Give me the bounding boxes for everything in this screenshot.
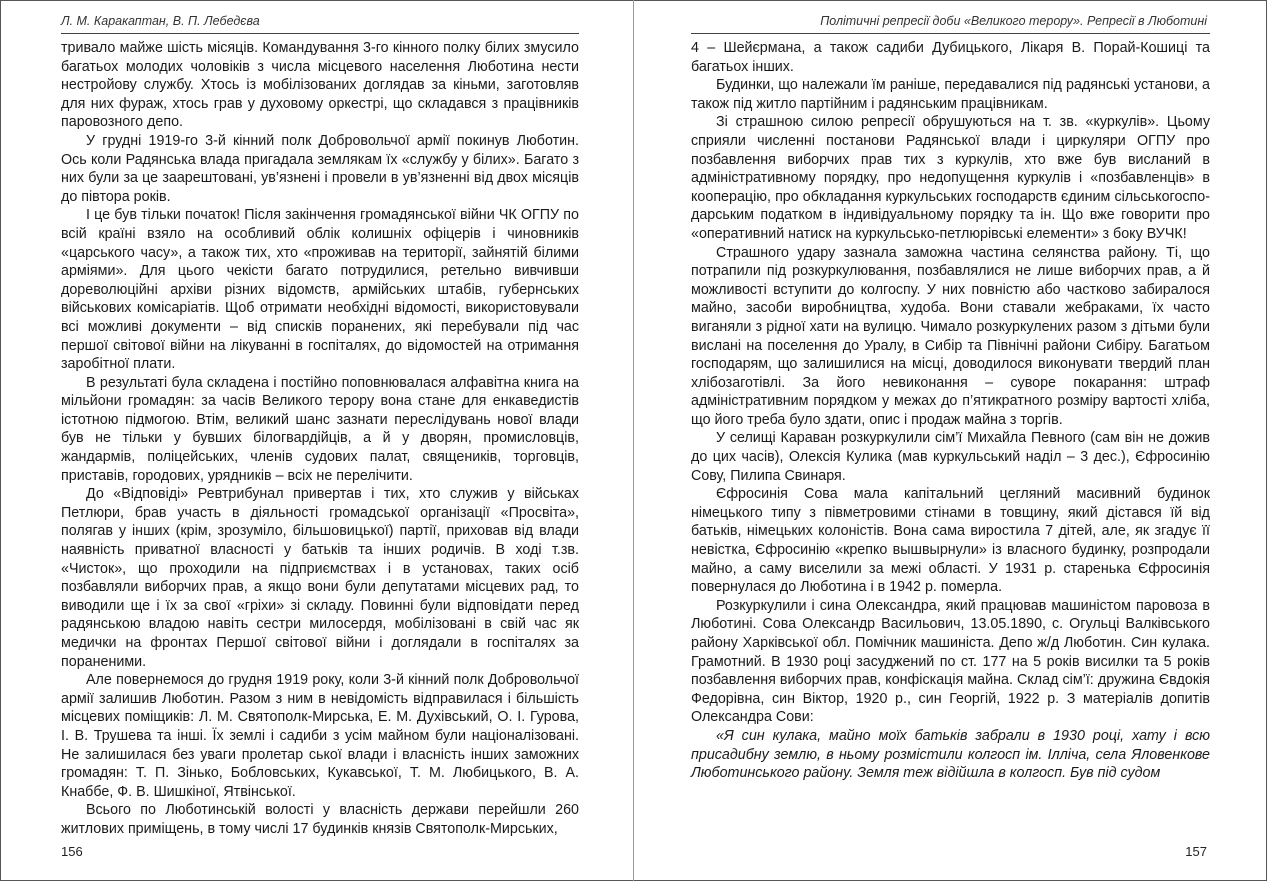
paragraph: 4 – Шейєрмана, а також садиби Дубицького, Лікаря В. Порай-Кошиці та багатьох інших. bbox=[691, 40, 1210, 75]
paragraph: тривало майже шість місяців. Командування 3-го кінного полку білих змусило багатьох молодих чоловіків з числа місцевого населення Люботина нести нестройову службу. Хтось із мобілізованих доглядав за кіньми, заготовляв для них фураж, хтось грав у духовому оркестрі, що складався з працівників паровозного депо. bbox=[61, 40, 579, 131]
right-body-text bbox=[691, 39, 1210, 783]
paragraph: Єфросинія Сова мала капітальний цегляний масивний будинок німецького типу з півметровими стінами в товщину, який дістався їй від батьків, німецьких колоністів. Вона сама виростила 7 дітей, але, як згадує її невістка, Єфросинію «крепко вышвырнули» із власного будинку, розпродали майно, а саму виселили за межі області. У 1931 р. старенька Єфросинія повернулася до Люботина і в 1942 р. померла. bbox=[691, 486, 1210, 596]
paragraph: Будинки, що належали їм раніше, передавалися під радянські установи, а також під житло партійним і радянським працівникам. bbox=[691, 77, 1210, 112]
paragraph: Всього по Люботинській волості у власність держави перейшли 260 житлових приміщень, в тому числі 17 будинків князів Святополк-Мирських, bbox=[61, 802, 579, 837]
paragraph: Розкуркулили і сина Олександра, який працював машиністом паровоза в Люботині. Сова Олександр Васильович, 13.05.1890, с. Огульці Валківського району Харківської обл. Помічник машиніста. Депо ж/д Люботин. Син кулака. Грамотний. В 1930 році засуджений по ст. 177 на 5 років висилки та 5 років позбавлення виборчих прав, конфіскація майна. Склад сім’ї: дружина Євдокія Федорівна, син Віктор, 1920 р., син Георгій, 1922 р. З матеріалів допитів Олександра Сови: bbox=[691, 597, 1210, 726]
running-head-left: Л. М. Каракаптан, В. П. Лебедєва bbox=[61, 14, 260, 28]
paragraph: І це був тільки початок! Після закінчення громадянської війни ЧК ОГПУ по всій країні взяло на особливий облік колишніх офіцерів і чиновників «царського часу», а також тих, хто «проживав на території, зайнятій білими арміями». Для цього чекісти багато потрудилися, ретельно вивчивши дореволюційні архіви різних відомств, армійських штабів, губернських військових комісаріатів. Щоб отримати необхідні відомості, використовували всі можливі документи – від списків поранених, які перебували під час першої світової війни на лікуванні в госпіталях, до відомостей на отримання заробітної плати. bbox=[61, 207, 579, 373]
right-page bbox=[633, 0, 1267, 881]
page-number-right: 157 bbox=[1185, 844, 1207, 859]
header-rule-right bbox=[691, 33, 1210, 34]
header-rule-left bbox=[61, 33, 579, 34]
running-head-right: Політичні репресії доби «Великого терору». Репресії в Люботині bbox=[820, 14, 1207, 28]
paragraph: Але повернемося до грудня 1919 року, коли 3-й кінний полк Добровольчої армії залишив Люботин. Разом з ним в невідомість відправилася і більшість місцевих поміщиків: Л. М. Святополк-Мирська, Е. М. Духівський, О. І. Гурова, І. В. Трушева та інші. Їх землі і садиби з усім майном були націоналізовані. Не залишилася без уваги пролетар ської влади і власність інших заможних громадян: Т. П. Зінько, Бобловських, Кукавської, Т. М. Любицького, В. А. Кнаббе, Ф. В. Шишкіної, Ятвінської. bbox=[61, 672, 579, 800]
left-body-text bbox=[61, 39, 579, 839]
paragraph: Зі страшною силою репресії обрушуються на т. зв. «куркулів». Цьому сприяли численні постанови Радянської влади і циркуляри ОГПУ про позбавлення виборчих прав тих з куркулів, хто вже був висланий в адміністративному порядку, про недопущення куркулів і «позбавленців» в кооперацію, про обкладання куркульських господарств єдиним сільськогосподарським податком в індивідуальному порядку та ін. Що вже говорити про «оперативний натиск на куркульсько-петлюрівські елементи» з боку ВУЧК! bbox=[691, 114, 1210, 242]
paragraph: До «Відповіді» Ревтрибунал привертав і тих, хто служив у військах Петлюри, брав участь в діяльності громадської організації «Просвіта», полягав у інших (крім, зрозуміло, більшовицької) партії, приховав від влади наявність приватної власності у батьків та інших родичів. В ході т.зв. «Чисток», що проходили на підприємствах і в установах, таких осіб позбавляли виборчих прав, а якщо вони були депутатами місцевих рад, то виводили ще і їх за свої «гріхи» зі складу. Повинні були відповідати перед радянською владою навіть сестри милосердя, мобілізовані в свій час як медички на фронтах Першої світової війни і доглядали в госпіталях за пораненими. bbox=[61, 486, 579, 670]
paragraph: Страшного удару зазнала заможна частина селянства району. Ті, що потрапили під розкуркулювання, позбавлялися не лише виборчих прав, а й можливості вступити до колгоспу. У них повністю або частково забиралося майно, засоби виробництва, худоба. Вони ставали жебраками, їх часто виганяли з рідної хати на вулицю. Чимало розкуркулених разом з дітьми були вислані на поселення до Уралу, в Сибір та Північні райони Сибіру. Багатьом господарям, що залишилися на місці, доводилося виконувати твердий план хлібозаготівлі. За його невиконання – суворе покарання: штраф адміністративним порядком у межах до п’ятикратного розміру вартості хліба, що його треба було здати, опис і продаж майна з торгів. bbox=[691, 244, 1210, 428]
page-number-left: 156 bbox=[61, 844, 83, 859]
paragraph: У селищі Караван розкуркулили сім’ї Михайла Певного (сам він не дожив до цих часів), Олексія Кулика (мав куркульський наділ – 3 дес.), Єфросинію Сову, Пилипа Свинаря. bbox=[691, 430, 1210, 484]
quote-paragraph: «Я син кулака, майно моїх батьків забрали в 1930 році, хату і всю присадибну землю, в ньому розмістили колгосп ім. Ілліча, села Яловенкове Люботинського району. Земля теж відійшла в колгосп. Був під судом bbox=[691, 727, 1210, 782]
paragraph: В результаті була складена і постійно поповнювалася алфавітна книга на мільйони громадян: за часів Великого терору вона стане для енкаведистів істотною підмогою. Втім, великий шанс зазнати переслідувань нової влади був не тільки у бувших білогвардійців, а й у дворян, промисловців, жандармів, поліцейських, членів судових палат, священиків, торговців, приставів, городових, урядників – всіх не перелічити. bbox=[61, 374, 579, 484]
paragraph: У грудні 1919-го 3-й кінний полк Добровольчої армії покинув Люботин. Ось коли Радянська влада пригадала землякам їх «службу у білих». Багато з них були за це заарештовані, ув’язнені і провели в ув’язненні від двох місяців до півтора років. bbox=[61, 132, 579, 205]
left-page bbox=[0, 0, 633, 881]
